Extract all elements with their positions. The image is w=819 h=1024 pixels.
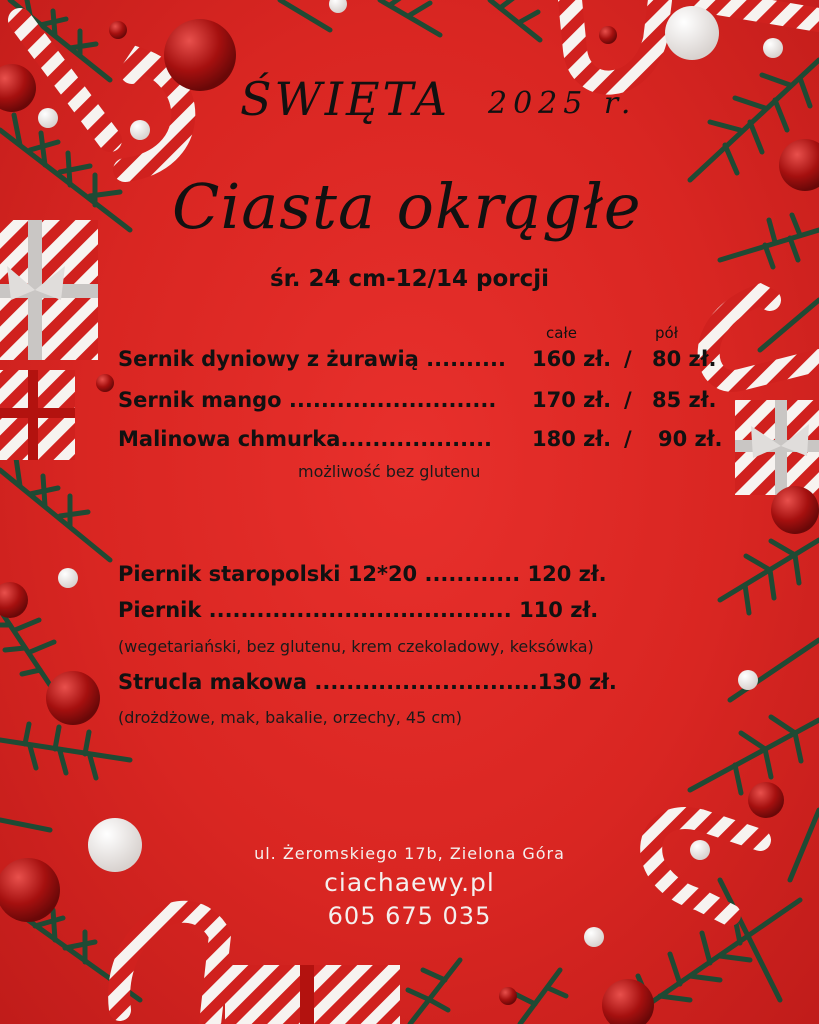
price-whole: 180 zł. (532, 427, 612, 451)
price-half: 85 zł. (652, 388, 717, 412)
list-item: Strucla makowa ............................130 zł. (118, 670, 617, 694)
price-whole: 170 zł. (532, 388, 612, 412)
price-separator: / (624, 427, 632, 451)
page-subtitle: śr. 24 cm-12/14 porcji (269, 266, 550, 292)
item-note: (drożdżowe, mak, bakalie, orzechy, 45 cm) (118, 708, 462, 727)
price-separator: / (624, 388, 632, 412)
footer-phone: 605 675 035 (327, 902, 492, 930)
header-year: 2025 r. (488, 86, 637, 121)
header-swieta: ŚWIĘTA (240, 72, 450, 126)
price-half: 90 zł. (658, 427, 723, 451)
price-whole: 160 zł. (532, 347, 612, 371)
column-header-half: pół (655, 324, 678, 342)
item-note: (wegetariański, bez glutenu, krem czekoladowy, keksówka) (118, 637, 594, 656)
page-title: Ciasta okrągłe (172, 170, 642, 243)
footer-website: ciachaewy.pl (324, 868, 495, 897)
price-separator: / (624, 347, 632, 371)
column-header-whole: całe (546, 324, 577, 342)
list-item: Piernik staropolski 12*20 ............ 120 zł. (118, 562, 607, 586)
list-item: Piernik ...................................... 110 zł. (118, 598, 599, 622)
footer-address: ul. Żeromskiego 17b, Zielona Góra (254, 844, 565, 863)
price-half: 80 zł. (652, 347, 717, 371)
cake-name: Sernik dyniowy z żurawią .......... (118, 347, 506, 371)
cake-name: Malinowa chmurka................... (118, 427, 493, 451)
cake-name: Sernik mango .......................... (118, 388, 497, 412)
gluten-free-note: możliwość bez glutenu (298, 462, 481, 481)
